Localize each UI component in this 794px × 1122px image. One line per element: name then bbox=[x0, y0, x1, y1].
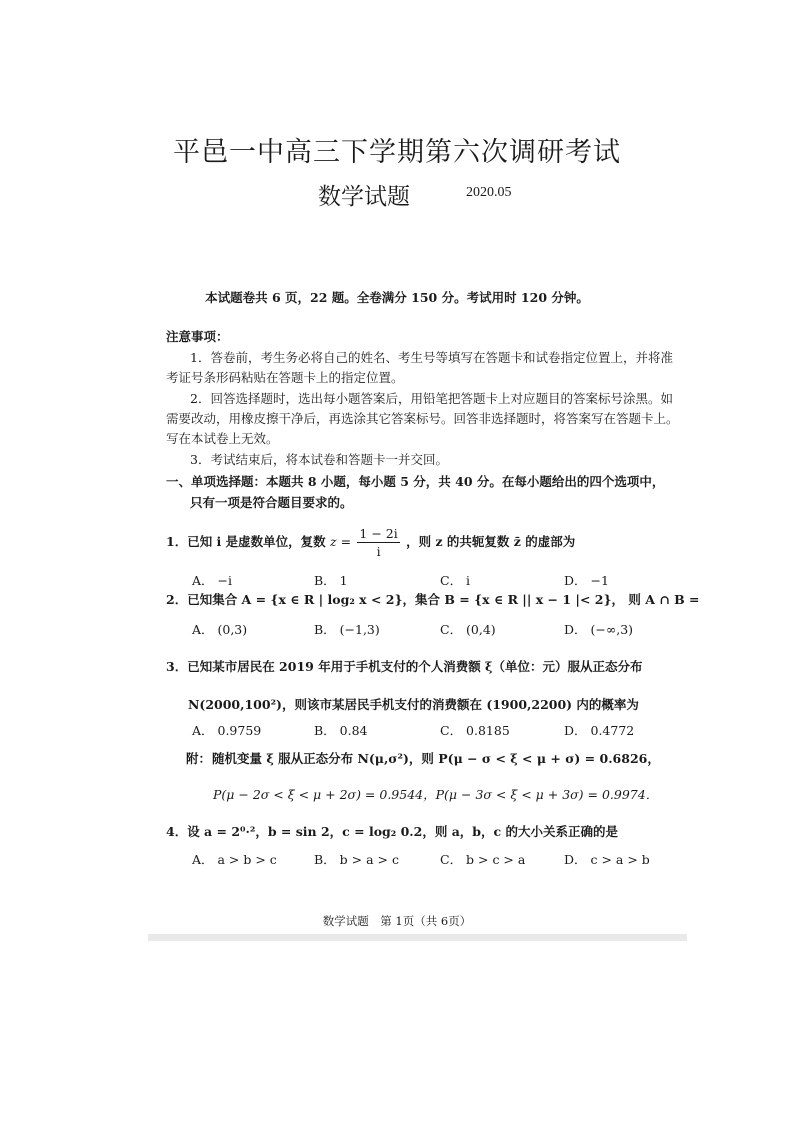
q4-option-a: A． a > b > c bbox=[192, 852, 277, 867]
section-heading: 一、单项选择题：本题共 8 小题，每小题 5 分，共 40 分。在每小题给出的四个选项中， bbox=[166, 474, 665, 489]
q3-option-b: B． 0.84 bbox=[314, 723, 368, 738]
q1-numerator: 1 − 2i bbox=[359, 526, 398, 541]
q1-option-c: C． i bbox=[440, 573, 471, 588]
exam-intro: 本试题卷共 6 页，22 题。全卷满分 150 分。考试用时 120 分钟。 bbox=[205, 290, 589, 305]
section-heading-cont: 只有一项是符合题目要求的。 bbox=[190, 495, 353, 510]
q3-note-line-1: 随机变量 ξ 服从正态分布 N(μ,σ²)，则 P(μ − σ < ξ < μ + σ) = 0.6826， bbox=[212, 751, 660, 766]
question-3-line-1: 3．已知某市居民在 2019 年用于手机支付的个人消费额 ξ（单位：元）服从正态分布 bbox=[166, 659, 643, 674]
q4-option-b: B． b > a > c bbox=[314, 852, 399, 867]
question-3-line-2: N(2000,100²)，则该市某居民手机支付的消费额在 (1900,2200) 内的概率为 bbox=[188, 697, 639, 712]
scan-edge-band bbox=[148, 934, 687, 941]
q1-suffix: ，则 z 的共轭复数 z̄ 的虚部为 bbox=[406, 534, 576, 549]
page-footer: 数学试题 第 1页（共 6页） bbox=[322, 914, 472, 928]
q3-option-c: C． 0.8185 bbox=[440, 723, 510, 738]
q3-note-label: 附： bbox=[186, 751, 212, 766]
q1-option-b: B． 1 bbox=[314, 573, 348, 588]
notes-heading: 注意事项： bbox=[166, 329, 229, 344]
q1-prefix: 1．已知 i 是虚数单位，复数 bbox=[166, 534, 326, 549]
note-1-line-a: 1．答卷前，考生务必将自己的姓名、考生号等填写在答题卡和试卷指定位置上，并将准 bbox=[190, 350, 673, 365]
q1-fraction bbox=[357, 526, 399, 559]
question-2: 2．已知集合 A = {x ∈ R | log₂ x < 2}，集合 B = {x ∈ R || x − 1 |< 2}， 则 A ∩ B = bbox=[166, 592, 700, 607]
question-4: 4．设 a = 2⁰·²，b = sin 2，c = log₂ 0.2，则 a，b，c 的大小关系正确的是 bbox=[166, 824, 619, 839]
q4-option-c: C． b > c > a bbox=[440, 852, 526, 867]
q3-note-line-2: P(μ − 2σ < ξ < μ + 2σ) = 0.9544，P(μ − 3σ < ξ < μ + 3σ) = 0.9974． bbox=[213, 787, 659, 802]
question-1 bbox=[166, 526, 575, 559]
note-2-line-b: 需要改动，用橡皮擦干净后，再选涂其它答案标号。回答非选择题时，将答案写在答题卡上。 bbox=[166, 411, 679, 426]
q2-option-d: D． (−∞,3) bbox=[564, 622, 634, 637]
q1-option-d: D． −1 bbox=[564, 573, 609, 588]
q3-option-a: A． 0.9759 bbox=[192, 723, 262, 738]
note-2-line-c: 写在本试卷上无效。 bbox=[166, 431, 279, 446]
q1-denominator: i bbox=[376, 544, 381, 559]
q4-option-d: D． c > a > b bbox=[564, 852, 650, 867]
q2-option-b: B． (−1,3) bbox=[314, 622, 380, 637]
note-2-line-a: 2．回答选择题时，选出每小题答案后，用铅笔把答题卡上对应题目的答案标号涂黑。如 bbox=[190, 391, 673, 406]
q1-option-a: A． −i bbox=[192, 573, 232, 588]
page-subtitle: 数学试题 bbox=[318, 184, 410, 210]
q1-z-equals: z = bbox=[330, 534, 352, 549]
exam-date: 2020.05 bbox=[466, 185, 512, 200]
page-title: 平邑一中高三下学期第六次调研考试 bbox=[173, 137, 621, 168]
note-3: 3．考试结束后，将本试卷和答题卡一并交回。 bbox=[190, 452, 448, 467]
q2-option-a: A． (0,3) bbox=[192, 622, 248, 637]
q3-option-d: D． 0.4772 bbox=[564, 723, 635, 738]
note-1-line-b: 考证号条形码粘贴在答题卡上的指定位置。 bbox=[166, 370, 404, 385]
q2-option-c: C． (0,4) bbox=[440, 622, 496, 637]
